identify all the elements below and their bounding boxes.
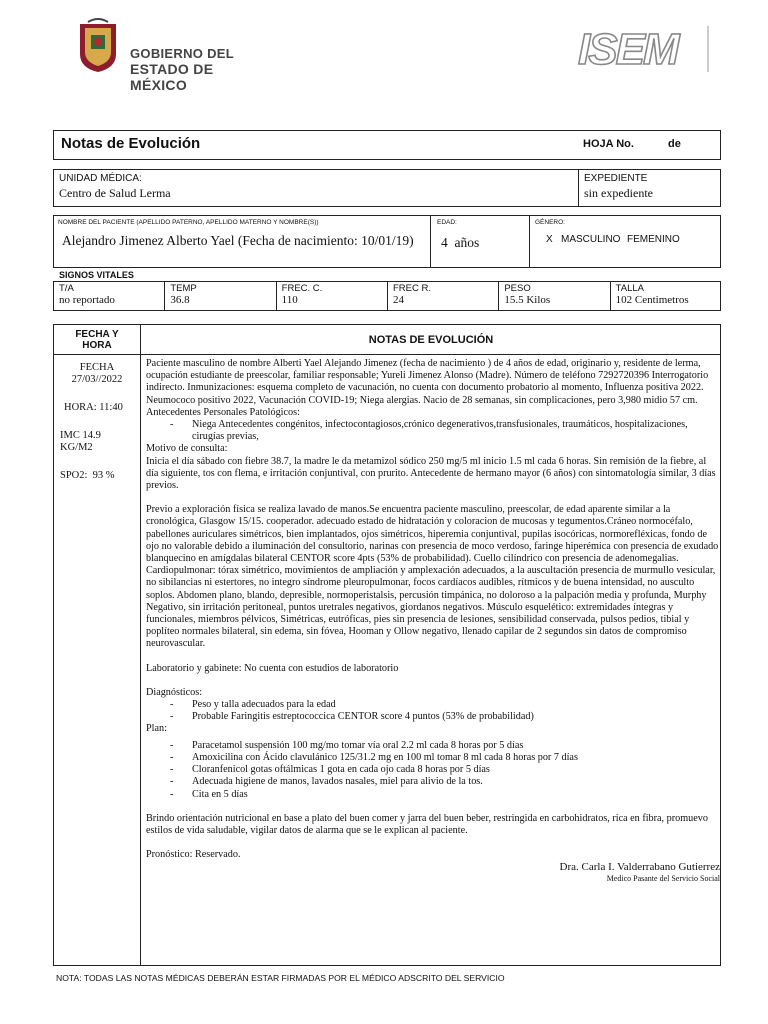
imc-unit: KG/M2	[60, 442, 93, 453]
app-item: - Niega Antecedentes congénitos, infectocontagiosos,crónico degenerativos,transfusionales, traumáticos, hospitalizaciones, cirugías previas,	[192, 419, 688, 443]
plan-item: - Paracetamol suspensión 100 mg/mo tomar vía oral 2.2 ml cada 8 horas por 5 días	[192, 739, 524, 751]
footer-note: NOTA: TODAS LAS NOTAS MÉDICAS DEBERÁN ESTAR FIRMADAS POR EL MÉDICO ADSCRITO DEL SERVICIO	[56, 973, 505, 983]
exploracion-text: Previo a exploración física se realiza lavado de manos.Se encuentra paciente masculino, preescolar, de edad aparente similar a la cronológica, Glasgow 15/15. cooperador. adecuado estado de hidratación y coloracion de mucosas y tegumentos.Cráneo normocéfalo, pabellones auriculares simétricos, bien implantados, ojos simétricos, hiperemia conjuntival, pupilas isocóricas, normorefléxicas, fondo de ojo no valorable debido a iluminación del consultorio, narinas con presencia de moco verdoso, faringe hiperémica con presencia de exudado blanquecino en amígdalas bilateral CENTOR score 4pts (53% de probabilidad). Cuello cilíndrico con presencia de adenomegalias. Cardiopulmonar: tórax simétrico, movimientos de ampliación y amplexación adecuados, a la auscultación presencia de murmullo vesicular, no sibilancias ni estertores, no integro síndrome pleuropulmonar, focos cardíacos audibles, rítmicos y de buena intensidad, no ausculto soplos. Abdomen plano, blando, depresible, normoperistalsis, percusión timpánica, no doloroso a la palpación media y profunda, Murphy Negativo, sin irritación peritoneal, puntos uretrales negativos, giordanos negativos. Músculo esquelético: extremidades íntegras y funcionales, miembros pélvicos, Simétricas, eutróficas, pies sin presencia de lesiones, sensibilidad conservada, pulsos pedios, tibial y poplíteo normales bilateral, sin edema, sin fóvea, Hooman y Ollow negativo, llenado capilar de 2 segundos sin datos de compromiso neurovascular.	[146, 504, 719, 650]
list-item	[146, 789, 720, 801]
dx-label: Diagnósticos:	[146, 686, 203, 698]
edad-label: EDAD:	[437, 219, 457, 226]
genero-mark: X	[546, 234, 553, 245]
plan-label: Plan:	[146, 723, 167, 735]
de-label: de	[668, 138, 681, 150]
unidad-value: Centro de Salud Lerma	[59, 186, 171, 200]
spo2-value: SPO2: 93 %	[60, 470, 115, 481]
gov-line-2: ESTADO DE MÉXICO	[130, 61, 214, 93]
list-item	[146, 711, 720, 723]
edad-value: 4 años	[441, 235, 480, 250]
isem-logo	[572, 20, 712, 76]
gov-line-1: GOBIERNO DEL	[130, 46, 234, 61]
gobierno-logo	[72, 14, 272, 93]
vital-label: TALLA	[615, 283, 644, 294]
plan-item: - Cita en 5 días	[192, 788, 248, 800]
vital-value: 24	[393, 294, 404, 306]
notes-body	[146, 358, 720, 884]
vital-label: FREC. C.	[281, 283, 323, 294]
list-item	[146, 776, 720, 788]
pronostico-text: Pronóstico: Reservado.	[146, 849, 241, 861]
notes-left	[55, 362, 139, 482]
paciente-value: Alejandro Jimenez Alberto Yael (Fecha de nacimiento: 10/01/19)	[62, 233, 414, 248]
vital-value: no reportado	[59, 294, 115, 306]
note-paragraph: Paciente masculino de nombre Alberti Yael Alejando Jimenez (fecha de nacimiento ) de 4 años de edad, originario y, residente de lerma, ocupación estudiante de preescolar, familiar responsable; Yureli Jimenez Alonso (Madre). Número de teléfono 7292720396 Interrogatorio indirecto. Inmunizaciones: esquema completo de vacunación, no cuenta con documento probatorio al momento, Influenza positiva 2022. Neumococo positivo 2022, Vacunación COVID-19; Niega alergias. Nacio de 28 semanas, sin complicaciones, pero 3,980 midio 57 cm.	[146, 358, 709, 406]
signos-label: SIGNOS VITALES	[59, 270, 134, 280]
vital-label: PESO	[504, 283, 531, 294]
divider	[430, 215, 431, 268]
divider	[164, 281, 165, 311]
vital-value: 15.5 Kilos	[504, 294, 551, 306]
divider	[387, 281, 388, 311]
list-item	[146, 764, 720, 776]
app-label: Antecedentes Personales Patológicos:	[146, 406, 300, 418]
col-fecha-header: FECHA Y HORA	[75, 329, 119, 351]
motivo-label: Motivo de consulta:	[146, 443, 228, 455]
unidad-label: UNIDAD MÉDICA:	[59, 173, 142, 184]
genero-label: GÉNERO:	[535, 219, 565, 226]
divider	[529, 215, 530, 268]
svg-text:ISEM: ISEM	[578, 25, 678, 74]
form-title: Notas de Evolución	[61, 135, 201, 152]
paciente-label: NOMBRE DEL PACIENTE (APELLIDO PATERNO, APELLIDO MATERNO Y NOMBRE(S))	[58, 219, 319, 226]
divider	[610, 281, 611, 311]
hoja-label: HOJA No.	[583, 138, 634, 150]
laboratorio-text: Laboratorio y gabinete: No cuenta con estudios de laboratorio	[146, 662, 399, 674]
fecha-label: FECHA	[79, 362, 115, 373]
divider	[498, 281, 499, 311]
list-item	[146, 699, 720, 711]
fecha-value: 27/03//2022	[71, 374, 123, 385]
divider	[53, 354, 721, 355]
plan-item: - Adecuada higiene de manos, lavados nasales, miel para alivio de la tos.	[192, 776, 483, 788]
dx-item: - Probable Faringitis estreptococcica CENTOR score 4 puntos (53% de probabilidad)	[192, 711, 534, 723]
vital-value: 102 Centimetros	[615, 294, 689, 306]
vital-label: T/A	[59, 283, 74, 294]
expediente-value: sin expediente	[584, 186, 653, 200]
expediente-label: EXPEDIENTE	[584, 173, 648, 184]
vital-value: 36.8	[170, 294, 190, 306]
doctor-role: Medico Pasante del Servicio Social	[606, 873, 720, 883]
motivo-text: Inicia el día sábado con fiebre 38.7, la madre le da metamizol sódico 250 mg/5 ml inicio 1.5 ml cada 6 horas. Sin remisión de la fiebre, al día siguiente, tos con flema, e irritación conjuntival, con prurito. Antecedente de hermano mayor (6 años) con sintomatología similar, 3 días previos.	[146, 455, 716, 492]
hora-value: HORA: 11:40	[64, 402, 123, 413]
divider	[578, 169, 579, 207]
genero-femenino: FEMENINO	[627, 234, 680, 245]
isem-logo-graphic	[572, 20, 712, 76]
list-item	[146, 740, 720, 752]
plan-item: - Cloranfenicol gotas oftálmicas 1 gota en cada ojo cada 8 horas por 5 días	[192, 764, 490, 776]
col-notas-header: NOTAS DE EVOLUCIÓN	[368, 334, 494, 346]
divider	[276, 281, 277, 311]
doctor-name: Dra. Carla I. Valderrabano Gutierrez	[559, 861, 720, 874]
list-item	[146, 752, 720, 764]
list-item	[146, 419, 720, 443]
vital-label: FREC R.	[393, 283, 431, 294]
dx-item: - Peso y talla adecuados para la edad	[192, 699, 336, 711]
vital-label: TEMP	[170, 283, 197, 294]
crest-icon	[76, 18, 120, 74]
imc-value: IMC 14.9	[60, 430, 101, 441]
genero-masculino: MASCULINO	[561, 234, 621, 245]
divider	[140, 324, 141, 966]
vital-value: 110	[281, 294, 298, 306]
plan-item: - Amoxicilina con Ácido clavulánico 125/31.2 mg en 100 ml tomar 8 ml cada 8 horas por 7 días	[192, 751, 578, 763]
orientacion-text: Brindo orientación nutricional en base a plato del buen comer y jarra del buen beber, restringida en carbohidratos, rica en fibra, promuevo estilos de vida saludable, vigilar datos de alarma que se le explican al paciente.	[146, 812, 708, 836]
